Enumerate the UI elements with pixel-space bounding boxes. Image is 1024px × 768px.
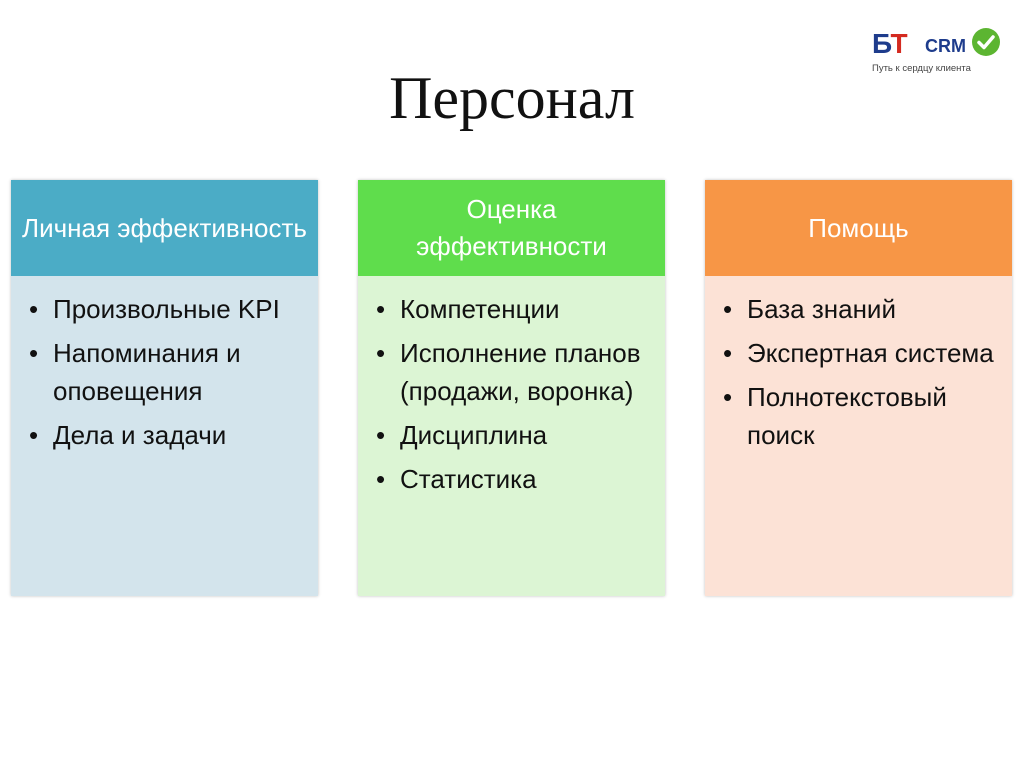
bullet-list: [376, 290, 649, 498]
column-header: Личная эффективность: [11, 180, 318, 276]
list-item-text: База знаний: [747, 294, 896, 324]
column-help: [705, 180, 1012, 596]
bullet-icon: •: [29, 420, 39, 450]
list-item-text: Дела и задачи: [53, 420, 227, 450]
list-item: [29, 416, 302, 454]
list-item: [376, 460, 649, 498]
bullet-icon: •: [376, 420, 386, 450]
list-item-text: Экспертная система: [747, 338, 994, 368]
logo-letter-b: Б: [872, 28, 891, 59]
column-header: Оценка эффективности: [358, 180, 665, 276]
bullet-icon: •: [723, 338, 733, 368]
column-body: [11, 276, 318, 596]
bullet-icon: •: [29, 294, 39, 324]
list-item: [376, 334, 649, 410]
list-item: [376, 416, 649, 454]
logo-mark: [872, 28, 907, 60]
checkmark-icon: [972, 28, 1000, 56]
slide-title: Персонал: [389, 65, 635, 131]
column-efficiency-evaluation: [358, 180, 665, 596]
logo-letter-t: Т: [890, 28, 907, 59]
column-body: [705, 276, 1012, 596]
bullet-icon: •: [376, 464, 386, 494]
column-body: [358, 276, 665, 596]
bullet-icon: •: [376, 338, 386, 368]
column-header: Помощь: [705, 180, 1012, 276]
list-item: [29, 290, 302, 328]
bullet-list: [723, 290, 996, 454]
list-item-text: Дисциплина: [400, 420, 548, 450]
list-item: [723, 334, 996, 372]
list-item-text: Компетенции: [400, 294, 560, 324]
logo-tagline: Путь к сердцу клиента: [872, 63, 971, 74]
column-personal-efficiency: [11, 180, 318, 596]
list-item-text: Напоминания и оповещения: [53, 338, 241, 406]
list-item: [29, 334, 302, 410]
bullet-icon: •: [723, 294, 733, 324]
list-item: [376, 290, 649, 328]
list-item-text: Произвольные KPI: [53, 294, 280, 324]
company-logo: [872, 28, 1012, 78]
list-item: [723, 378, 996, 454]
bullet-icon: •: [376, 294, 386, 324]
logo-crm-text: CRM: [925, 36, 966, 56]
list-item-text: Исполнение планов (продажи, воронка): [400, 338, 641, 406]
list-item-text: Статистика: [400, 464, 537, 494]
list-item-text: Полнотекстовый поиск: [747, 382, 947, 450]
bullet-icon: •: [723, 382, 733, 412]
bullet-list: [29, 290, 302, 454]
bullet-icon: •: [29, 338, 39, 368]
list-item: [723, 290, 996, 328]
